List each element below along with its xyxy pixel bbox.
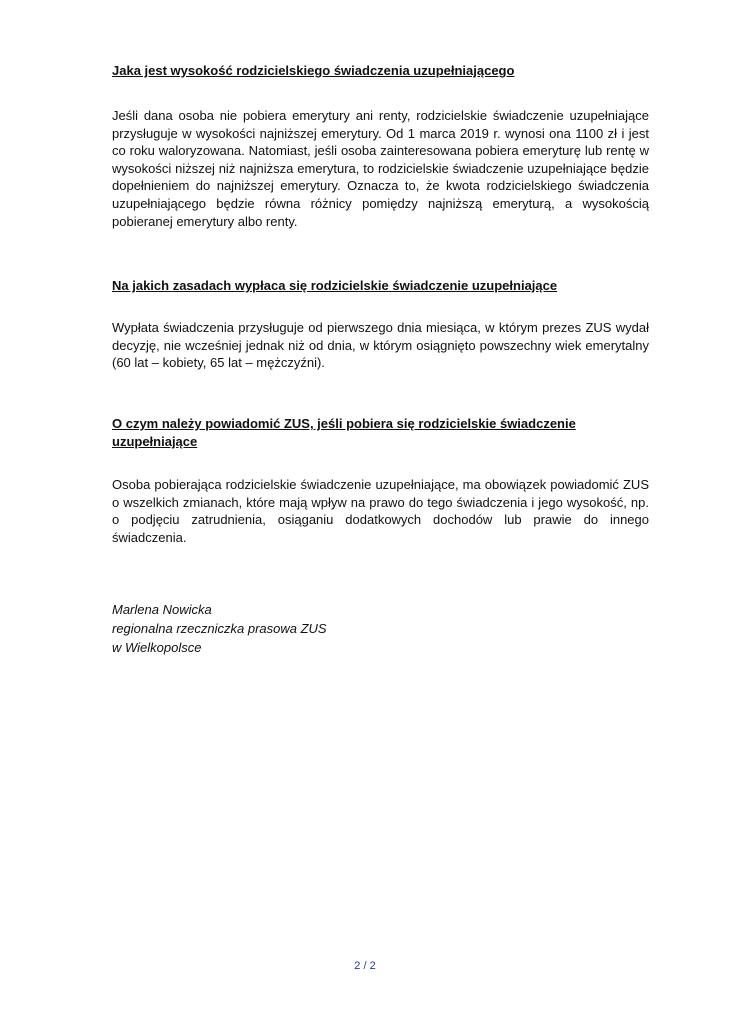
section-notify-zus: [112, 415, 649, 546]
section-heading: Na jakich zasadach wypłaca się rodzicielskie świadczenie uzupełniające: [112, 278, 558, 294]
signature-block: [112, 600, 649, 657]
section-paragraph: Jeśli dana osoba nie pobiera emerytury ani renty, rodzicielskie świadczenie uzupełniające przysługuje w wysokości najniższej emerytury. Od 1 marca 2019 r. wynosi ona 1100 zł i jest co roku waloryzowana. Natomiast, jeśli osoba zainteresowana pobiera emeryturę lub rentę w wysokości niższej niż najniższa emerytura, to rodzicielskie świadczenie uzupełniające będzie dopełnieniem do najniższej emerytury. Oznacza to, że kwota rodzicielskiego świadczenia uzupełniającego będzie równa różnicy pomiędzy najniższą emeryturą, a wysokością pobieranej emerytury albo renty.: [112, 108, 649, 229]
page-number: 2 / 2: [354, 960, 376, 972]
signature-name: Marlena Nowicka: [112, 602, 212, 618]
section-payment-rules: [112, 277, 649, 372]
document-body: [112, 62, 649, 657]
section-paragraph: Wypłata świadczenia przysługuje od pierwszego dnia miesiąca, w którym prezes ZUS wydał decyzję, nie wcześniej jednak niż od dnia, w którym osiągnięto powszechny wiek emerytalny (60 lat – kobiety, 65 lat – mężczyźni).: [112, 320, 649, 371]
section-paragraph: Osoba pobierająca rodzicielskie świadczenie uzupełniające, ma obowiązek powiadomić ZUS o wszelkich zmianach, które mają wpływ na prawo do tego świadczenia i jego wysokość, np. o podjęciu zatrudnienia, osiąganiu dodatkowych dochodów lub prawie do innego świadczenia.: [112, 476, 649, 545]
signature-role: regionalna rzeczniczka prasowa ZUS: [112, 621, 327, 637]
signature-region: w Wielkopolsce: [112, 640, 202, 656]
section-benefit-amount: [112, 62, 649, 230]
section-heading: Jaka jest wysokość rodzicielskiego świadczenia uzupełniającego: [112, 63, 515, 78]
section-heading: O czym należy powiadomić ZUS, jeśli pobiera się rodzicielskie świadczenie uzupełniające: [112, 415, 576, 449]
